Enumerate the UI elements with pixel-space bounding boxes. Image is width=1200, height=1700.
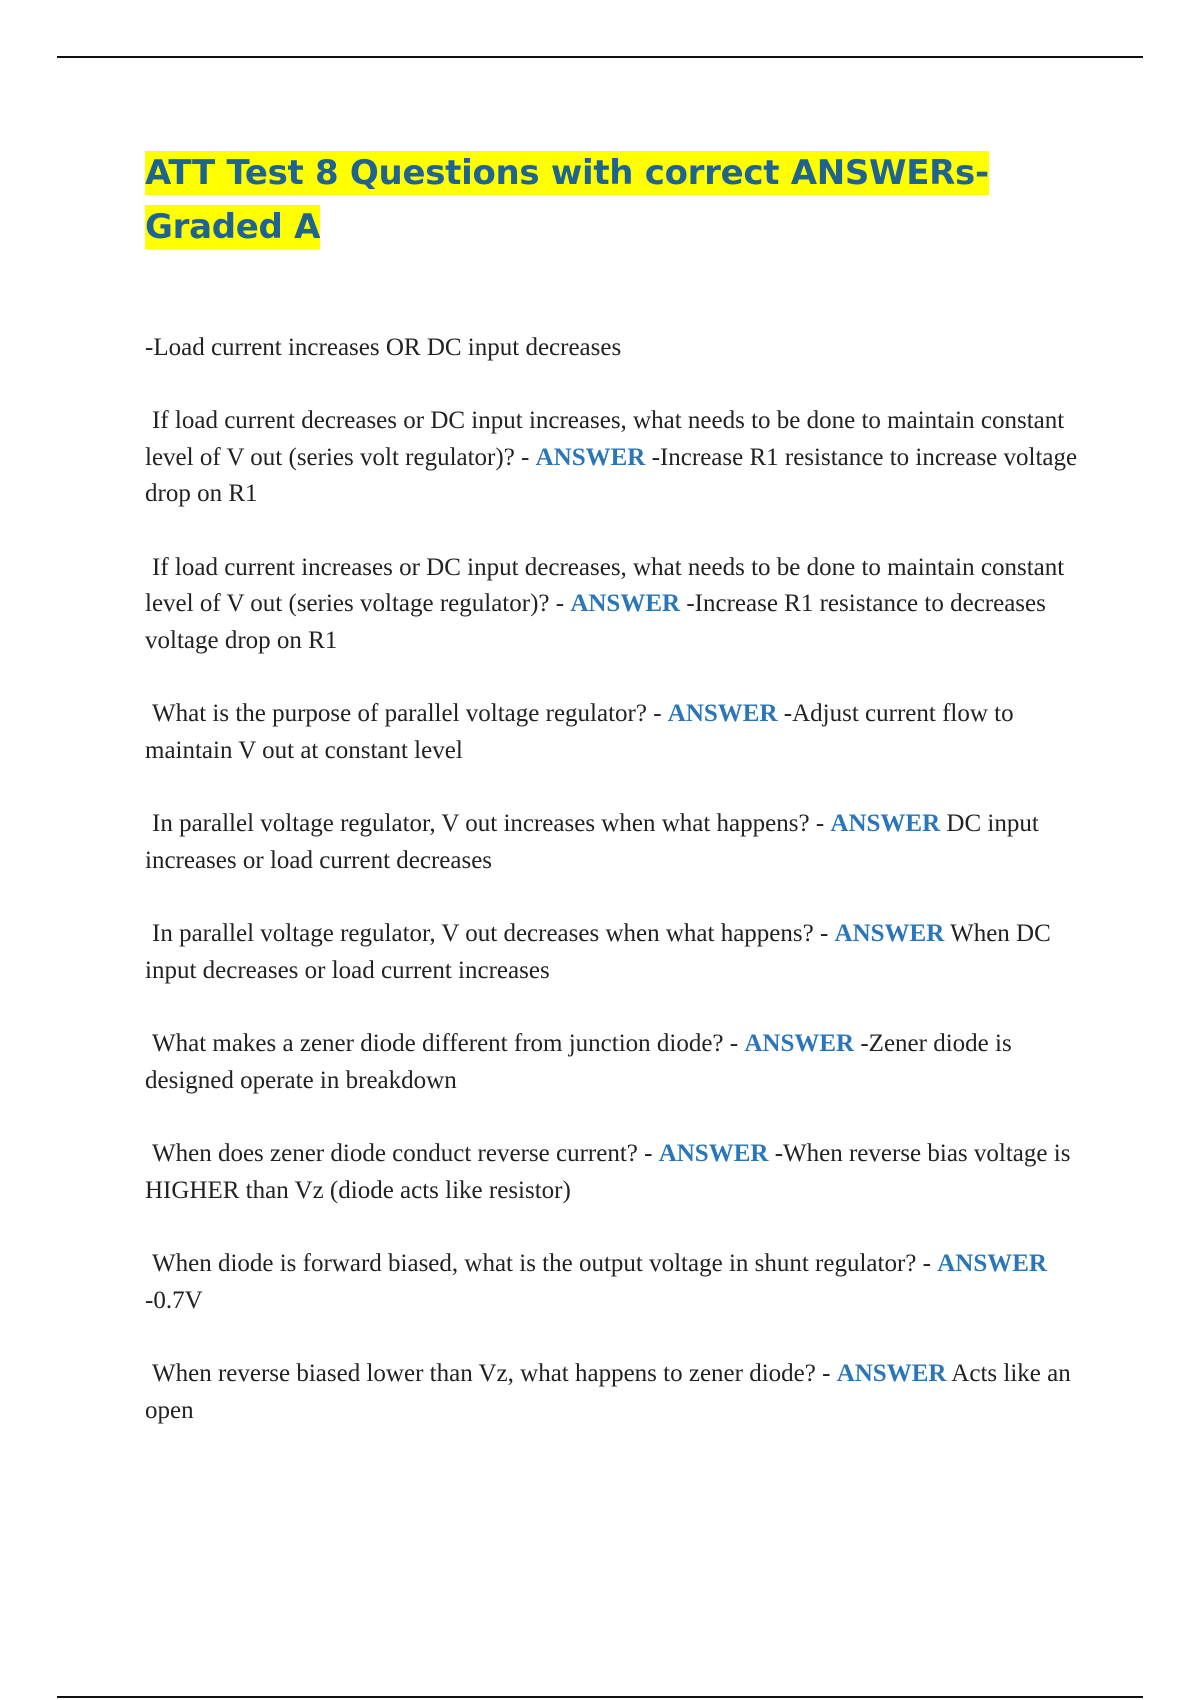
qa-item-9 <box>145 1356 1080 1429</box>
qa-item-3 <box>145 696 1080 769</box>
intro-line: -Load current increases OR DC input decreases <box>145 334 622 361</box>
answer-label: ANSWER <box>535 443 646 471</box>
question-text: If load current increases or DC input decreases, what needs to be done to maintain constant level of V out (series voltage regulator)? - <box>145 553 1065 617</box>
answer-label: ANSWER <box>658 1140 769 1167</box>
question-text: When reverse biased lower than Vz, what happens to zener diode? - <box>152 1360 837 1387</box>
answer-text: -Zener diode is designed operate in breakdown <box>145 1030 1012 1094</box>
bottom-rule <box>57 1696 1143 1698</box>
document-body <box>145 146 1080 1429</box>
question-text: In parallel voltage regulator, V out increases when what happens? - <box>152 810 831 837</box>
top-rule <box>57 56 1143 58</box>
question-text: What is the purpose of parallel voltage regulator? - <box>152 700 668 727</box>
qa-item-1 <box>145 403 1080 513</box>
answer-text: -When reverse bias voltage is HIGHER than Vz (diode acts like resistor) <box>145 1140 1071 1204</box>
question-text: When does zener diode conduct reverse current? - <box>152 1140 659 1167</box>
answer-text: -Increase R1 resistance to increase voltage drop on R1 <box>145 443 1078 507</box>
question-text: In parallel voltage regulator, V out decreases when what happens? - <box>152 920 835 947</box>
answer-text: When DC input decreases or load current increases <box>145 920 1051 984</box>
question-text: What makes a zener diode different from junction diode? - <box>152 1030 745 1057</box>
qa-item-6 <box>145 1026 1080 1099</box>
qa-item-2 <box>145 550 1080 660</box>
answer-label: ANSWER <box>667 700 778 727</box>
answer-text: -Adjust current flow to maintain V out at constant level <box>145 700 1014 764</box>
qa-item-8 <box>145 1246 1080 1319</box>
answer-label: ANSWER <box>830 810 941 837</box>
answer-label: ANSWER <box>570 590 681 617</box>
answer-label: ANSWER <box>834 920 945 947</box>
answer-label: ANSWER <box>937 1250 1047 1277</box>
qa-item-7 <box>145 1136 1080 1209</box>
answer-label: ANSWER <box>744 1030 855 1057</box>
answer-text: -Increase R1 resistance to decreases voltage drop on R1 <box>145 590 1046 654</box>
answer-text: Acts like an open <box>145 1360 1071 1424</box>
answer-text: DC input increases or load current decreases <box>145 810 1039 874</box>
answer-text: -0.7V <box>145 1286 203 1314</box>
qa-item-4 <box>145 806 1080 879</box>
question-text: When diode is forward biased, what is the output voltage in shunt regulator? - <box>152 1250 938 1277</box>
answer-label: ANSWER <box>836 1360 947 1387</box>
document-title <box>145 146 1080 254</box>
title-highlight: ATT Test 8 Questions with correct ANSWERs- Graded A <box>145 153 989 247</box>
question-text: If load current decreases or DC input increases, what needs to be done to maintain constant level of V out (series volt regulator)? - <box>145 407 1065 471</box>
qa-item-5 <box>145 916 1080 989</box>
